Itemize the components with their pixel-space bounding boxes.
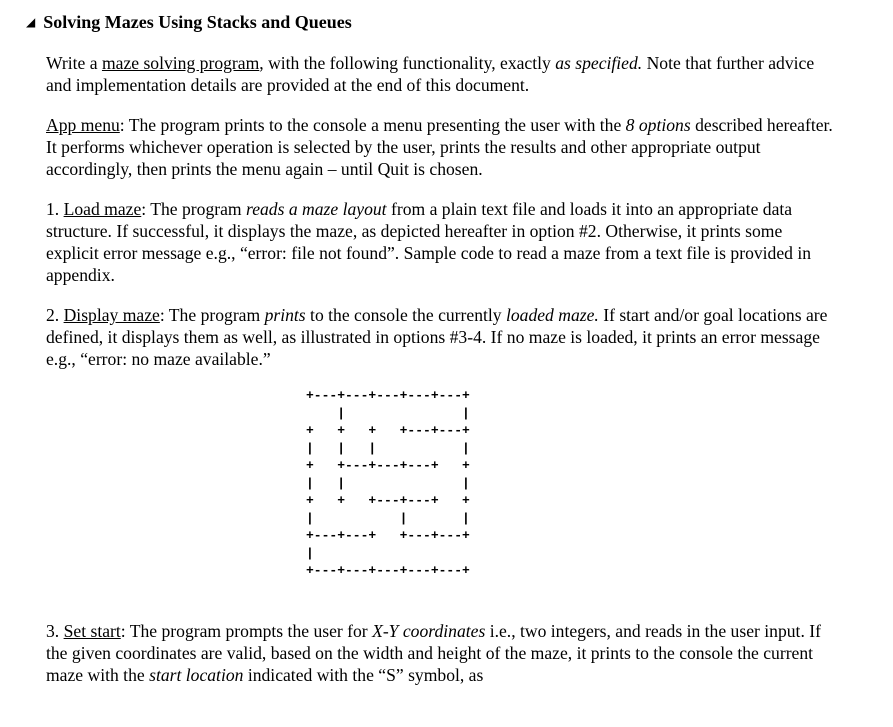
maze-ascii-art: +---+---+---+---+---+ | | + + + +---+---+ | | | | + +---+---+---+ + | | | + + +---+---+ + | | | +---+---+ +---+---+ | +---+---+---+---+---+ [306, 388, 470, 578]
option-display-maze: 2. Display maze: The program prints to the console the currently loaded maze. If start and/or goal locations are defined, it displays them as well, as illustrated in options #3-4. If no maze is loaded, it prints an error message e.g., “error: no maze available.” [46, 305, 828, 369]
load-maze-label: Load maze [63, 199, 142, 219]
section-title: Solving Mazes Using Stacks and Queues [43, 12, 352, 32]
app-menu-paragraph: App menu: The program prints to the console a menu presenting the user with the 8 options described hereafter. It performs whichever operation is selected by the user, prints the results and other appropriate output accordingly, then prints the menu again – until Quit is chosen. [46, 115, 833, 179]
maze-solving-program-text: maze solving program [101, 53, 260, 73]
app-menu-label: App menu [46, 115, 120, 135]
section-heading [26, 12, 352, 33]
set-start-label: Set start [63, 621, 121, 641]
intro-paragraph: Write a maze solving program, with the following functionality, exactly as specified. Note that further advice and implementation details are provided at the end of this document. [46, 53, 815, 95]
display-maze-label: Display maze [63, 305, 160, 325]
option-set-start: 3. Set start: The program prompts the user for X-Y coordinates i.e., two integers, and reads in the user input. If the given coordinates are valid, based on the width and height of the maze, it prints to the console the current maze with the start location indicated with the “S” symbol, as [46, 621, 821, 685]
triangle-down-icon[interactable]: ◢ [26, 15, 36, 29]
option-load-maze: 1. Load maze: The program reads a maze layout from a plain text file and loads it into an appropriate data structure. If successful, it displays the maze, as depicted hereafter in option #2. Otherwise, it prints some explicit error message e.g., “error: file not found”. Sample code to read a maze from a text file is provided in appendix. [46, 199, 812, 285]
